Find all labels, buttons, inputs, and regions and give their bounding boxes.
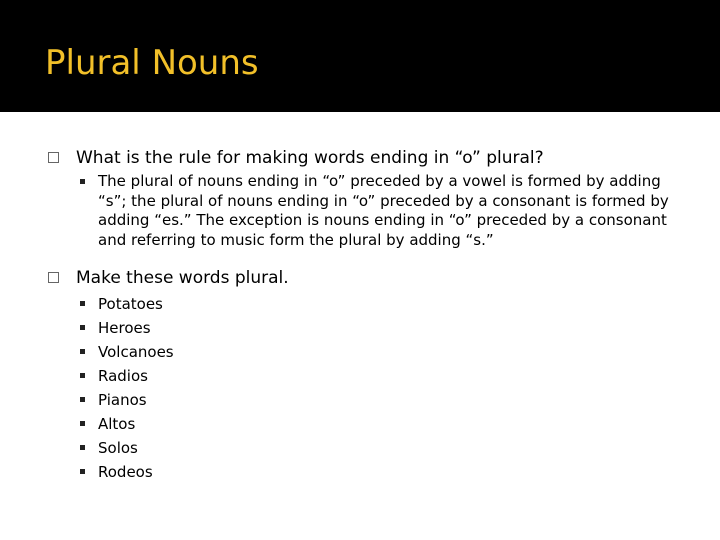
list-item — [80, 292, 174, 316]
square-bullet-icon — [80, 421, 85, 426]
checkbox-bullet-icon — [48, 272, 59, 283]
plural-word-list — [80, 292, 174, 484]
list-item — [80, 364, 174, 388]
bullet-make-plural — [48, 266, 688, 290]
list-item-text: Heroes — [98, 319, 151, 337]
list-item — [80, 316, 174, 340]
slide-title: Plural Nouns — [45, 43, 259, 83]
square-bullet-icon — [80, 349, 85, 354]
list-item — [80, 436, 174, 460]
list-item-text: Rodeos — [98, 463, 153, 481]
list-item-text: Solos — [98, 439, 138, 457]
square-bullet-icon — [80, 373, 85, 378]
square-bullet-icon — [80, 301, 85, 306]
sub-item-rule-explanation — [80, 172, 683, 250]
square-bullet-icon — [80, 179, 85, 184]
list-item — [80, 388, 174, 412]
list-item — [80, 412, 174, 436]
square-bullet-icon — [80, 469, 85, 474]
bullet-text: What is the rule for making words ending in “o” plural? — [76, 148, 544, 168]
sub-item-text: The plural of nouns ending in “o” preceded by a vowel is formed by adding “s”; the plural of nouns ending in “o” preceded by a consonant is formed by adding “es.” The exception is nouns ending in “o” preceded by a consonant and referring to music form the plural by adding “s.” — [98, 172, 669, 249]
list-item-text: Pianos — [98, 391, 147, 409]
list-item-text: Volcanoes — [98, 343, 174, 361]
list-item-text: Radios — [98, 367, 148, 385]
bullet-text: Make these words plural. — [76, 268, 289, 288]
list-item-text: Potatoes — [98, 295, 163, 313]
checkbox-bullet-icon — [48, 152, 59, 163]
bullet-rule-question — [48, 146, 688, 170]
list-item — [80, 340, 174, 364]
square-bullet-icon — [80, 325, 85, 330]
square-bullet-icon — [80, 445, 85, 450]
list-item — [80, 460, 174, 484]
square-bullet-icon — [80, 397, 85, 402]
list-item-text: Altos — [98, 415, 136, 433]
